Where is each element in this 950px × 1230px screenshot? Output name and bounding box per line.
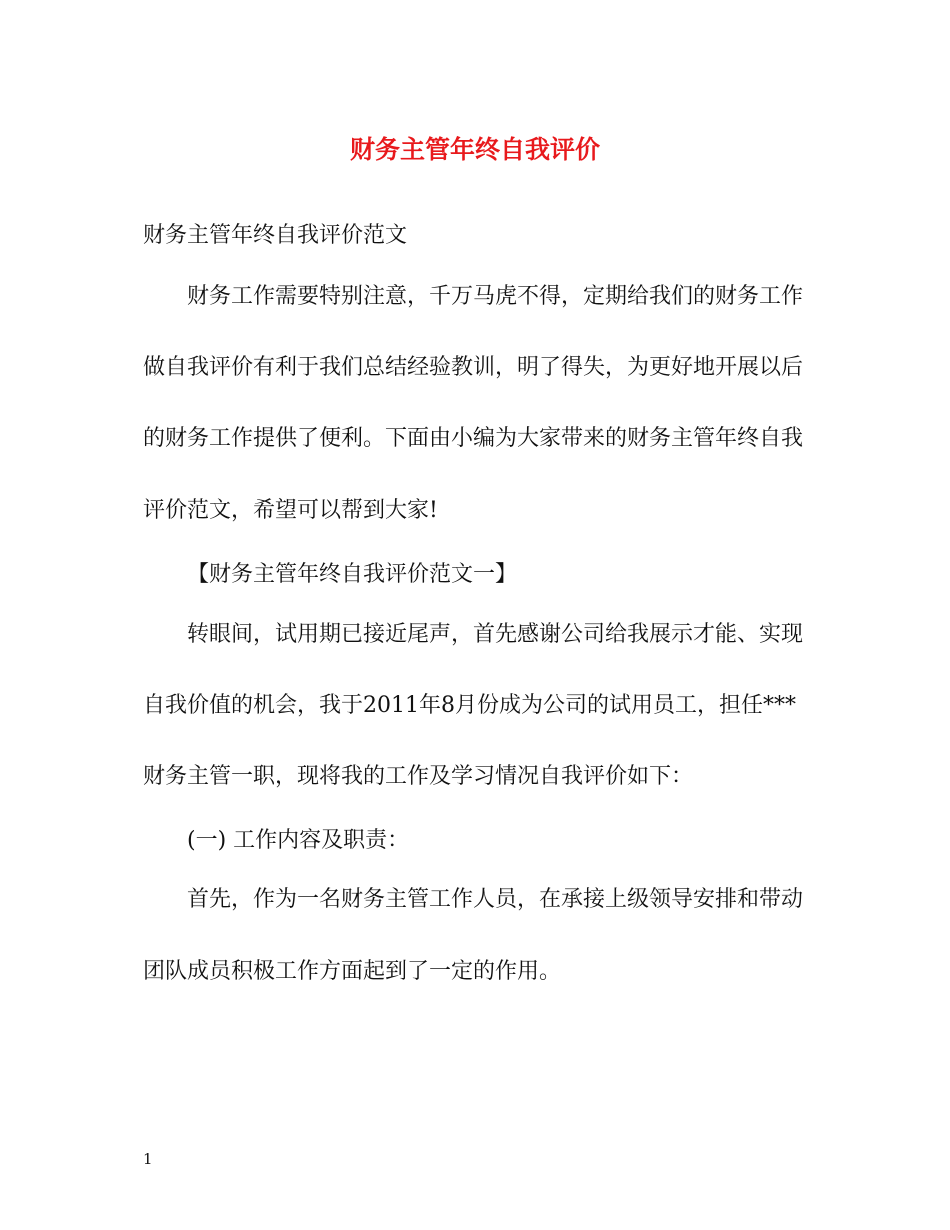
section-heading: 【财务主管年终自我评价范文一】 <box>187 562 518 587</box>
paragraph-line: 团队成员积极工作方面起到了一定的作用。 <box>143 959 562 984</box>
paragraph-line: 转眼间，试用期已接近尾声，首先感谢公司给我展示才能、实现 <box>187 622 804 647</box>
page-number: 1 <box>143 1150 153 1168</box>
paragraph-line: 首先，作为一名财务主管工作人员，在承接上级领导安排和带动 <box>187 887 804 912</box>
paragraph-line: 的财务工作提供了便利。下面由小编为大家带来的财务主管年终自我 <box>143 426 804 451</box>
subsection-heading: (一) 工作内容及职责： <box>187 828 410 853</box>
paragraph-line: 做自我评价有利于我们总结经验教训，明了得失，为更好地开展以后 <box>143 355 804 380</box>
paragraph-line: 财务主管一职，现将我的工作及学习情况自我评价如下： <box>143 764 694 789</box>
document-title: 财务主管年终自我评价 <box>349 135 600 164</box>
paragraph-line: 评价范文，希望可以帮到大家! <box>143 498 438 523</box>
paragraph-line: 财务工作需要特别注意，千万马虎不得，定期给我们的财务工作 <box>187 284 804 309</box>
subtitle-line: 财务主管年终自我评价范文 <box>143 223 408 248</box>
paragraph-line: 自我价值的机会，我于2011年8月份成为公司的试用员工，担任*** <box>143 693 796 718</box>
